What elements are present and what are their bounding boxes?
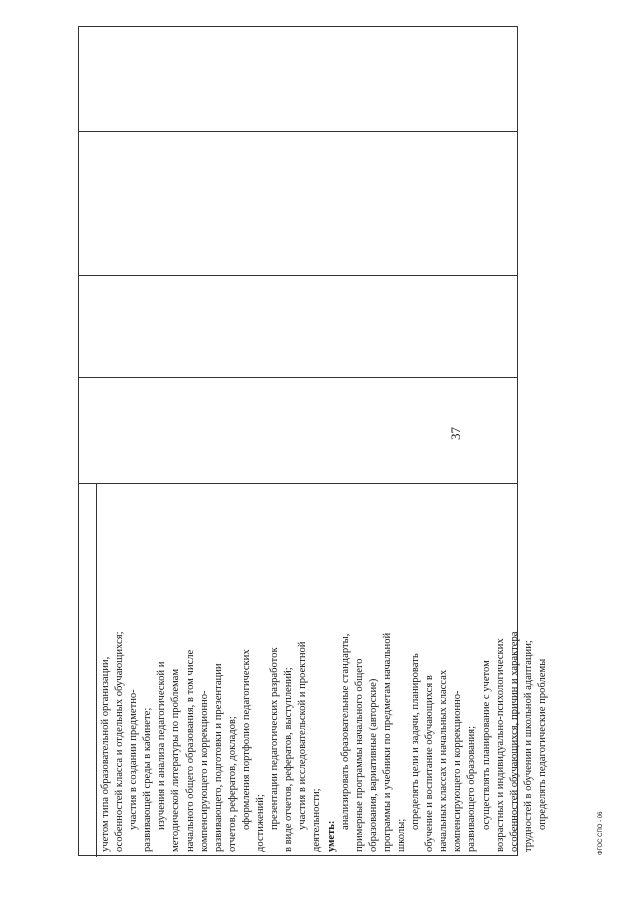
text-line: участия в исследовательской и проектной: [297, 641, 309, 830]
text-line: определять цели и задачи, планировать: [410, 653, 422, 830]
text-line: уметь:: [325, 820, 337, 852]
text-line: образования, вариативные (авторские): [367, 678, 379, 852]
text-line: школы;: [395, 818, 407, 852]
text-line: возрастных и индивидуально-психологических: [494, 638, 506, 852]
rotated-cell: [96, 483, 548, 856]
text-line: особенностей класса и отдельных обучающихся;: [114, 631, 126, 852]
row-divider: [79, 377, 517, 378]
text-line: осуществлять планирование с учетом: [480, 660, 492, 830]
text-line: компенсирующего и коррекционно-: [452, 690, 464, 852]
text-line: развивающего образования;: [466, 725, 478, 852]
text-line: изучения и анализа педагогической и: [156, 661, 168, 830]
text-line: примерные программы начального общего: [353, 658, 365, 852]
text-line: участия в создании предметно-: [128, 689, 140, 830]
text-line: особенностей обучающихся, причин и характера: [508, 631, 520, 852]
text-line: деятельности;: [311, 788, 323, 852]
text-line: программы и учебники по предметам начальной: [381, 632, 393, 852]
text-line: обучение и воспитание обучающихся в: [424, 675, 436, 852]
text-line: достижений;: [255, 794, 267, 852]
row-divider: [79, 131, 517, 132]
text-line: отчетов, рефератов, докладов;: [226, 716, 238, 852]
text-line: компенсирующего и коррекционно-: [198, 690, 210, 852]
text-line: в виде отчетов, рефератов, выступлений;: [283, 667, 295, 852]
text-line: начального общего образования, в том числе: [184, 649, 196, 852]
text-line: начальных классах и начальных классах: [438, 669, 450, 852]
text-line: развивающей среды в кабинете;: [142, 707, 154, 852]
text-line: учетом типа образовательной организации,: [100, 656, 111, 852]
cell-text: [96, 483, 548, 856]
text-line: методической литературы по проблемам: [170, 668, 182, 852]
text-line: оформления портфолио педагогических: [240, 649, 252, 830]
text-line: развивающего, подготовки и презентации: [212, 663, 224, 852]
row-divider: [79, 275, 517, 276]
footer-code: ФГОС СПО - 06: [598, 811, 604, 855]
text-line: трудностей в обучении и школьной адаптации;: [522, 640, 534, 852]
text-line: презентации педагогических разработок: [269, 647, 281, 830]
text-line: анализировать образовательные стандарты,: [339, 633, 351, 830]
text-line: определять педагогические проблемы: [536, 658, 548, 830]
page-number: 37: [448, 427, 463, 440]
